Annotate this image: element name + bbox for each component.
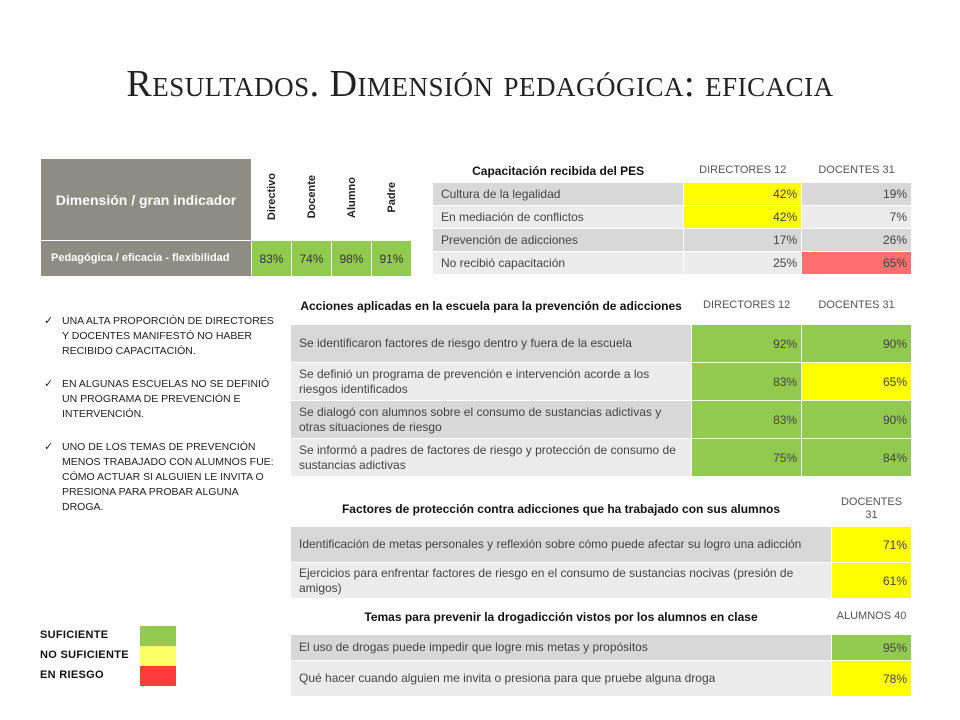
column-directivo: Directivo xyxy=(252,159,292,241)
table-cell: 65% xyxy=(802,363,912,401)
list-item: ✓ UNO DE LOS TEMAS DE PREVENCIÓN MENOS TRABAJADO CON ALUMNOS FUE: CÓMO ACTUAR SI ALGUIEN LE INVITA O PRESIONA PARA PROBAR ALGUNA DROGA. xyxy=(44,441,274,513)
dimension-table xyxy=(40,158,412,277)
table-row-label: Se definió un programa de prevención e intervención acorde a los riesgos identificados xyxy=(291,363,692,401)
table-row-label: Qué hacer cuando alguien me invita o presiona para que pruebe alguna droga xyxy=(291,661,832,697)
acciones-table xyxy=(290,286,912,477)
table-cell: 17% xyxy=(684,229,802,252)
column-docente: Docente xyxy=(292,159,332,241)
table-cell: 61% xyxy=(832,563,912,599)
legend-label: SUFICIENTE xyxy=(40,629,109,641)
legend-swatch xyxy=(140,666,176,686)
table-cell: 65% xyxy=(802,252,912,275)
table-row-label: Se identificaron factores de riesgo dentro y fuera de la escuela xyxy=(291,325,692,363)
capacitacion-col-directores: DIRECTORES 12 xyxy=(684,159,802,183)
value-padre: 91% xyxy=(372,241,412,277)
value-alumno: 98% xyxy=(332,241,372,277)
table-cell: 92% xyxy=(692,325,802,363)
value-directivo: 83% xyxy=(252,241,292,277)
table-cell: 83% xyxy=(692,363,802,401)
table-cell: 90% xyxy=(802,325,912,363)
page-title: Resultados. Dimensión pedagógica: eficacia xyxy=(126,63,834,105)
legend-swatch xyxy=(140,626,176,646)
column-alumno: Alumno xyxy=(332,159,372,241)
legend-label: NO SUFICIENTE xyxy=(40,649,129,661)
capacitacion-table xyxy=(432,158,912,275)
acciones-col-docentes: DOCENTES 31 xyxy=(802,287,912,325)
legend-item xyxy=(40,626,176,646)
table-row-label: Se dialogó con alumnos sobre el consumo de sustancias adictivas y otras situaciones de riesgo xyxy=(291,401,692,439)
table-row-label: En mediación de conflictos xyxy=(433,206,684,229)
table-row-label: No recibió capacitación xyxy=(433,252,684,275)
table-cell: 90% xyxy=(802,401,912,439)
table-row-label: Se informó a padres de factores de riesgo y protección de consumo de sustancias adictivas xyxy=(291,439,692,477)
temas-col-alumnos: ALUMNOS 40 xyxy=(832,599,912,635)
table-cell: 71% xyxy=(832,527,912,563)
factores-header: Factores de protección contra adicciones que ha trabajado con sus alumnos xyxy=(291,491,832,527)
table-row-label: Prevención de adicciones xyxy=(433,229,684,252)
table-cell: 78% xyxy=(832,661,912,697)
dimension-header: Dimensión / gran indicador xyxy=(41,159,252,241)
capacitacion-col-docentes: DOCENTES 31 xyxy=(802,159,912,183)
findings-list xyxy=(44,314,274,533)
table-cell: 7% xyxy=(802,206,912,229)
table-row-label: Ejercicios para enfrentar factores de riesgo en el consumo de sustancias nocivas (presión de amigos) xyxy=(291,563,832,599)
table-row-label: Identificación de metas personales y reflexión sobre cómo puede afectar su logro una adicción xyxy=(291,527,832,563)
acciones-col-directores: DIRECTORES 12 xyxy=(692,287,802,325)
acciones-header: Acciones aplicadas en la escuela para la prevención de adicciones xyxy=(291,287,692,325)
table-cell: 42% xyxy=(684,183,802,206)
checkmark-icon: ✓ xyxy=(44,315,54,327)
table-row-label: Cultura de la legalidad xyxy=(433,183,684,206)
capacitacion-header: Capacitación recibida del PES xyxy=(433,159,684,183)
table-cell: 19% xyxy=(802,183,912,206)
legend-swatch xyxy=(140,646,176,666)
dimension-row-label: Pedagógica / eficacia - flexibilidad xyxy=(41,241,252,277)
checkmark-icon: ✓ xyxy=(44,378,54,390)
list-item: ✓ UNA ALTA PROPORCIÓN DE DIRECTORES Y DOCENTES MANIFESTÓ NO HABER RECIBIDO CAPACITACIÓN. xyxy=(44,315,274,357)
table-cell: 83% xyxy=(692,401,802,439)
legend-item xyxy=(40,666,176,686)
table-cell: 25% xyxy=(684,252,802,275)
table-cell: 95% xyxy=(832,635,912,661)
table-cell: 75% xyxy=(692,439,802,477)
temas-header: Temas para prevenir la drogadicción vistos por los alumnos en clase xyxy=(291,599,832,635)
table-cell: 26% xyxy=(802,229,912,252)
factores-table xyxy=(290,490,912,697)
factores-col-docentes: DOCENTES 31 xyxy=(832,491,912,527)
table-row-label: El uso de drogas puede impedir que logre mis metas y propósitos xyxy=(291,635,832,661)
table-cell: 84% xyxy=(802,439,912,477)
list-item: ✓ EN ALGUNAS ESCUELAS NO SE DEFINIÓ UN PROGRAMA DE PREVENCIÓN E INTERVENCIÓN. xyxy=(44,378,270,420)
value-docente: 74% xyxy=(292,241,332,277)
checkmark-icon: ✓ xyxy=(44,441,54,453)
legend-item xyxy=(40,646,176,666)
color-legend xyxy=(40,626,176,686)
table-cell: 42% xyxy=(684,206,802,229)
column-padre: Padre xyxy=(372,159,412,241)
legend-label: EN RIESGO xyxy=(40,669,104,681)
